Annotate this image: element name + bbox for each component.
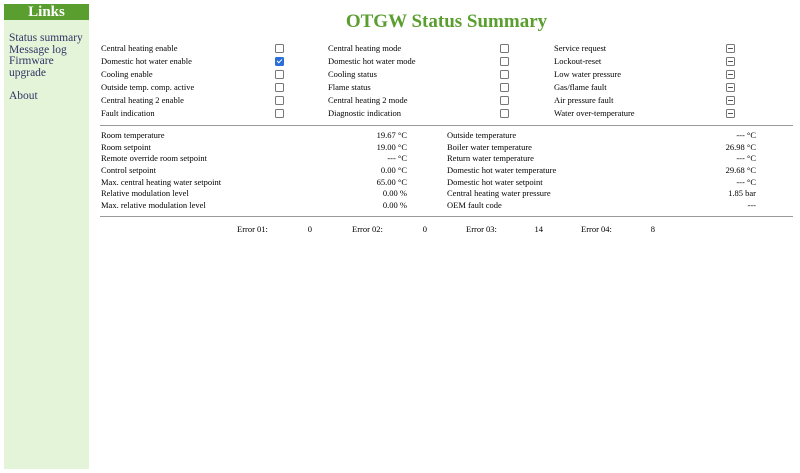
divider-top xyxy=(100,125,793,126)
error-02-value: 0 xyxy=(422,224,427,234)
flag-column-fault xyxy=(554,42,741,120)
flag-checkbox xyxy=(726,57,735,66)
value-reading: --- °C xyxy=(736,153,756,164)
flag-checkbox xyxy=(726,83,735,92)
sidebar-item-about[interactable]: About xyxy=(9,90,38,102)
flag-label: Central heating enable xyxy=(101,43,178,53)
flag-row xyxy=(328,94,513,107)
value-row xyxy=(447,165,756,177)
flag-row xyxy=(328,68,513,81)
flag-row xyxy=(554,107,741,120)
error-01-label: Error 01: xyxy=(237,224,268,234)
flag-label: Diagnostic indication xyxy=(328,108,401,118)
flag-checkbox xyxy=(275,57,284,66)
value-row xyxy=(101,153,407,165)
value-label: Domestic hot water temperature xyxy=(447,165,557,176)
value-row xyxy=(447,177,756,189)
flag-label: Service request xyxy=(554,43,607,53)
value-reading: 0.00 % xyxy=(382,188,407,199)
value-row xyxy=(447,200,756,212)
value-label: Max. relative modulation level xyxy=(101,200,206,211)
error-03-value: 14 xyxy=(534,224,543,234)
sidebar-title: Links xyxy=(4,4,89,20)
value-label: Return water temperature xyxy=(447,153,534,164)
value-column-right xyxy=(447,130,756,212)
sidebar-item-status-summary[interactable]: Status summary xyxy=(9,32,83,44)
value-reading: 19.00 °C xyxy=(376,141,407,152)
value-reading: 26.98 °C xyxy=(725,141,756,152)
flag-checkbox xyxy=(500,83,509,92)
flag-row xyxy=(101,81,286,94)
flag-row xyxy=(554,94,741,107)
value-reading: 0.00 % xyxy=(382,200,407,211)
sidebar-item-firmware-upgrade[interactable]: Firmware upgrade xyxy=(9,55,54,79)
flag-label: Cooling status xyxy=(328,69,377,79)
flag-row xyxy=(101,68,286,81)
flag-checkbox xyxy=(500,57,509,66)
value-label: Outside temperature xyxy=(447,130,517,140)
flag-checkbox xyxy=(500,96,509,105)
value-label: Boiler water temperature xyxy=(447,141,532,152)
error-02-label: Error 02: xyxy=(352,224,383,234)
value-reading: --- °C xyxy=(736,130,756,140)
flag-checkbox xyxy=(275,83,284,92)
flag-checkbox xyxy=(500,70,509,79)
value-reading: 29.68 °C xyxy=(725,165,756,176)
flag-label: Water over-temperature xyxy=(554,108,635,118)
value-reading: 1.85 bar xyxy=(728,188,756,199)
value-column-left xyxy=(101,130,407,212)
value-row xyxy=(447,188,756,200)
value-row xyxy=(101,188,407,200)
flag-column-slave xyxy=(328,42,513,120)
value-row xyxy=(101,130,407,142)
flag-row xyxy=(328,55,513,68)
flag-label: Flame status xyxy=(328,82,371,92)
flag-label: Low water pressure xyxy=(554,69,622,79)
flag-checkbox xyxy=(726,109,735,118)
sidebar xyxy=(4,4,89,469)
flag-row xyxy=(554,42,741,55)
value-row xyxy=(447,153,756,165)
flag-checkbox xyxy=(275,70,284,79)
page-title: OTGW Status Summary xyxy=(345,11,548,32)
flag-label: Domestic hot water enable xyxy=(101,56,192,66)
value-label: Domestic hot water setpoint xyxy=(447,176,543,187)
flag-checkbox xyxy=(500,109,509,118)
value-row xyxy=(447,130,756,142)
flag-label: Central heating 2 mode xyxy=(328,95,408,105)
flag-row xyxy=(101,94,286,107)
value-row xyxy=(101,165,407,177)
value-label: Room temperature xyxy=(101,130,165,140)
value-row xyxy=(101,177,407,189)
flag-label: Gas/flame fault xyxy=(554,82,607,92)
value-reading: --- xyxy=(747,200,756,211)
flag-label: Outside temp. comp. active xyxy=(101,82,195,92)
flag-label: Fault indication xyxy=(101,108,155,118)
flag-row xyxy=(328,42,513,55)
value-label: Relative modulation level xyxy=(101,188,189,199)
flag-label: Air pressure fault xyxy=(554,95,614,105)
error-03-label: Error 03: xyxy=(466,224,497,234)
value-label: Room setpoint xyxy=(101,141,151,152)
flag-row xyxy=(554,68,741,81)
status-flags xyxy=(101,42,741,122)
flag-label: Domestic hot water mode xyxy=(328,56,416,66)
value-label: OEM fault code xyxy=(447,200,502,211)
value-row xyxy=(101,200,407,212)
flag-label: Central heating mode xyxy=(328,43,402,53)
flag-checkbox xyxy=(275,109,284,118)
flag-row xyxy=(554,55,741,68)
value-reading: 0.00 °C xyxy=(380,165,407,176)
flag-checkbox xyxy=(275,96,284,105)
value-label: Central heating water pressure xyxy=(447,188,551,199)
flag-row xyxy=(101,42,286,55)
error-04-label: Error 04: xyxy=(581,224,612,234)
value-label: Remote override room setpoint xyxy=(101,153,207,164)
flag-column-master xyxy=(101,42,286,120)
divider-bottom xyxy=(100,216,793,217)
value-row xyxy=(101,142,407,154)
flag-checkbox xyxy=(726,70,735,79)
flag-label: Central heating 2 enable xyxy=(101,95,184,105)
value-reading: --- °C xyxy=(736,176,756,187)
flag-row xyxy=(554,81,741,94)
flag-row xyxy=(328,107,513,120)
flag-checkbox xyxy=(726,96,735,105)
value-reading: 19.67 °C xyxy=(376,130,407,140)
flag-checkbox xyxy=(275,44,284,53)
flag-label: Lockout-reset xyxy=(554,56,602,66)
flag-row xyxy=(328,81,513,94)
flag-checkbox xyxy=(500,44,509,53)
error-counters xyxy=(0,223,800,235)
value-row xyxy=(447,142,756,154)
value-label: Control setpoint xyxy=(101,165,157,176)
error-04-value: 8 xyxy=(650,224,655,234)
value-reading: --- °C xyxy=(387,153,407,164)
flag-row xyxy=(101,55,286,68)
sidebar-item-message-log[interactable]: Message log xyxy=(9,43,67,56)
flag-row xyxy=(101,107,286,120)
flag-checkbox xyxy=(726,44,735,53)
value-reading: 65.00 °C xyxy=(376,176,407,187)
sidebar-nav xyxy=(4,20,89,103)
error-01-value: 0 xyxy=(307,224,312,234)
value-label: Max. central heating water setpoint xyxy=(101,176,222,187)
flag-label: Cooling enable xyxy=(101,69,153,79)
